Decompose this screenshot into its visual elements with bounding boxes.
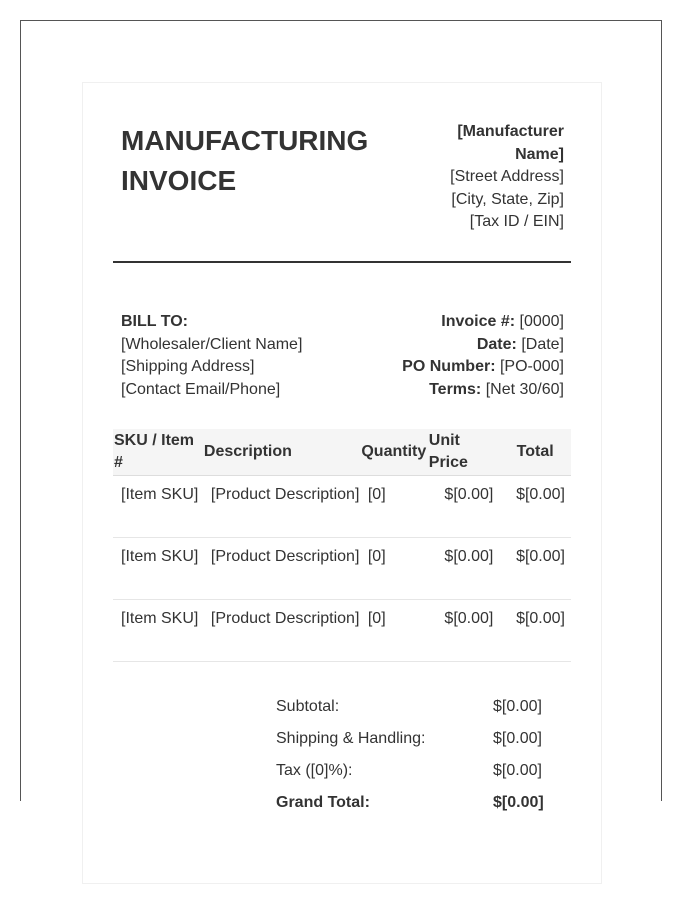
cell-unit-price: $[0.00]	[428, 476, 500, 538]
shipping-label: Shipping & Handling:	[276, 730, 426, 747]
invoice-title	[121, 121, 391, 201]
grand-total-row	[276, 789, 546, 821]
grand-total-label: Grand Total:	[276, 794, 370, 811]
cell-sku: [Item SKU]	[113, 600, 203, 662]
invoice-sheet	[82, 82, 602, 884]
po-number-value: [PO-000]	[499, 358, 564, 375]
tax-label: Tax ([0]%):	[276, 762, 353, 779]
shipping-address: [Shipping Address]	[121, 358, 255, 375]
invoice-date-row	[324, 334, 564, 357]
cell-total: $[0.00]	[499, 538, 571, 600]
header-sku: SKU / Item #	[113, 429, 203, 476]
terms-row	[324, 379, 564, 402]
cell-unit-price: $[0.00]	[428, 600, 500, 662]
manufacturer-block	[364, 121, 564, 234]
table-row	[113, 538, 571, 600]
manufacturer-city: [City, State, Zip]	[451, 190, 564, 208]
cell-description: [Product Description]	[203, 476, 360, 538]
cell-unit-price: $[0.00]	[428, 538, 500, 600]
shipping-row	[276, 725, 546, 757]
manufacturer-name-line-2: Name]	[515, 145, 564, 163]
invoice-meta-block	[324, 311, 564, 401]
table-header-row	[113, 429, 571, 476]
cell-quantity: [0]	[360, 538, 428, 600]
terms-label: Terms:	[429, 380, 482, 398]
po-number-label: PO Number:	[402, 358, 496, 375]
totals-block	[276, 693, 546, 821]
invoice-date-label: Date:	[476, 335, 517, 353]
title-line-1: MANUFACTURING	[121, 125, 369, 156]
tax-row	[276, 757, 546, 789]
manufacturer-name-line-1: [Manufacturer	[457, 123, 564, 140]
terms-value: [Net 30/60]	[485, 380, 564, 398]
grand-total-value: $[0.00]	[493, 794, 544, 811]
invoice-number-row	[324, 311, 564, 334]
subtotal-label: Subtotal:	[276, 698, 340, 715]
header-total: Total	[499, 429, 571, 476]
client-contact: [Contact Email/Phone]	[121, 380, 281, 398]
cell-quantity: [0]	[360, 600, 428, 662]
cell-description: [Product Description]	[203, 600, 360, 662]
shipping-value: $[0.00]	[493, 730, 542, 747]
header-unit-price: Unit Price	[428, 429, 500, 476]
cell-sku: [Item SKU]	[113, 538, 203, 600]
document-viewport[interactable]	[20, 20, 662, 811]
manufacturer-street: [Street Address]	[450, 168, 564, 185]
header-description: Description	[203, 429, 360, 476]
client-name: [Wholesaler/Client Name]	[121, 335, 303, 353]
subtotal-value: $[0.00]	[493, 698, 542, 715]
cell-total: $[0.00]	[499, 476, 571, 538]
title-line-2: INVOICE	[121, 165, 237, 196]
subtotal-row	[276, 693, 546, 725]
cell-sku: [Item SKU]	[113, 476, 203, 538]
invoice-date-value: [Date]	[521, 335, 564, 353]
invoice-number-label: Invoice #:	[441, 313, 516, 330]
invoice-number-value: [0000]	[519, 313, 564, 330]
line-items-table	[113, 429, 571, 662]
tax-value: $[0.00]	[493, 762, 542, 779]
bill-to-heading: BILL TO:	[121, 313, 188, 330]
table-row	[113, 476, 571, 538]
header-divider	[113, 261, 571, 263]
header-quantity: Quantity	[360, 429, 428, 476]
manufacturer-tax-id: [Tax ID / EIN]	[469, 213, 564, 230]
cell-total: $[0.00]	[499, 600, 571, 662]
cell-quantity: [0]	[360, 476, 428, 538]
po-number-row	[324, 356, 564, 379]
cell-description: [Product Description]	[203, 538, 360, 600]
table-row	[113, 600, 571, 662]
